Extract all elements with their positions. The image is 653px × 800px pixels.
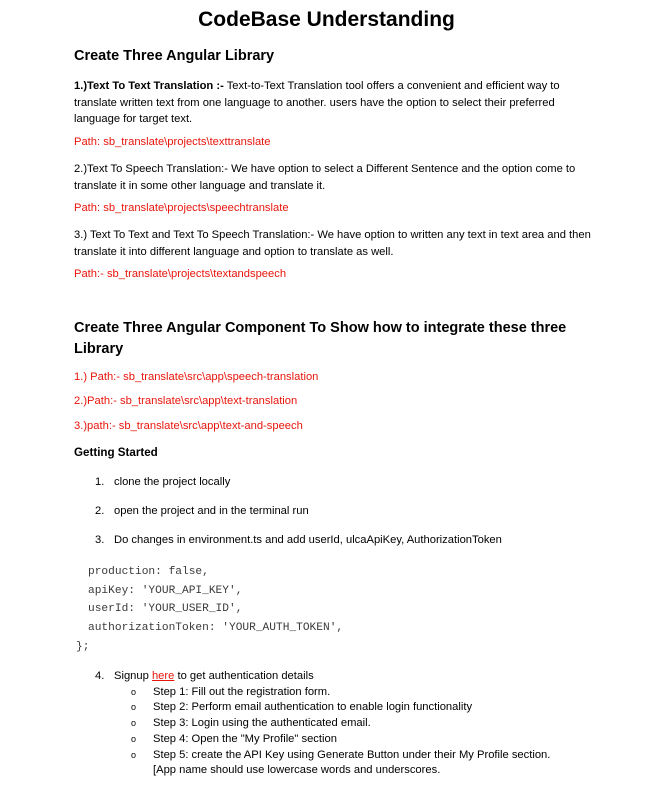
step-1-number: 1.: [95, 476, 105, 488]
code-line: apiKey: 'YOUR_API_KEY',: [88, 584, 243, 597]
library-item-1-label: 1.)Text To Text Translation :-: [74, 80, 224, 92]
section-heading-components: [74, 318, 566, 360]
code-line: userId: 'YOUR_USER_ID',: [88, 603, 243, 616]
bullet-icon: o: [131, 734, 137, 744]
step-2: [95, 505, 309, 517]
step-4: [95, 670, 314, 682]
step-4-prefix: Signup: [114, 670, 152, 682]
library-path-2: Path: sb_translate\projects\speechtranslate: [74, 202, 289, 214]
substep-5: [131, 748, 581, 778]
library-item-2: 2.)Text To Speech Translation:- We have option to select a Different Sentence and the option come to translate it in some other language and translate it.: [74, 163, 576, 192]
substep-2: [131, 700, 581, 715]
section-heading-components-line2: Library: [74, 341, 124, 357]
substep-text: Step 3: Login using the authenticated email.: [153, 717, 371, 729]
bullet-icon: o: [131, 750, 137, 760]
component-path-1: 1.) Path:- sb_translate\src\app\speech-translation: [74, 371, 319, 383]
step-2-text: open the project and in the terminal run: [114, 505, 309, 517]
step-2-number: 2.: [95, 505, 105, 517]
substep-1: [131, 685, 581, 700]
component-path-2: 2.)Path:- sb_translate\src\app\text-translation: [74, 395, 298, 407]
step-3-text: Do changes in environment.ts and add userId, ulcaApiKey, AuthorizationToken: [114, 534, 502, 546]
library-item-1-text: Text-to-Text Translation tool offers a convenient and efficient way to translate written text from one language to another. users have the option to select their preferred language for target text.: [74, 80, 560, 125]
environment-code-block: [76, 563, 343, 657]
step-4-suffix: to get authentication details: [174, 670, 314, 682]
step-4-number: 4.: [95, 670, 105, 682]
getting-started-heading: Getting Started: [74, 446, 158, 459]
code-line: };: [76, 640, 90, 653]
section-heading-components-line1: Create Three Angular Component To Show how to integrate these three: [74, 320, 567, 336]
section-heading-libraries: Create Three Angular Library: [74, 48, 275, 64]
step-3: [95, 534, 502, 546]
bullet-icon: o: [131, 718, 137, 728]
substep-3: [131, 716, 581, 731]
substep-4: [131, 732, 581, 747]
substep-text: Step 5: create the API Key using Generate Button under their My Profile section. [App name should use lowercase words and underscores.: [153, 749, 551, 776]
code-line: production: false,: [88, 566, 209, 578]
library-path-3: Path:- sb_translate\projects\textandspeech: [74, 268, 287, 280]
code-line: authorizationToken: 'YOUR_AUTH_TOKEN',: [88, 622, 344, 635]
page-title: CodeBase Understanding: [198, 8, 455, 31]
library-path-1: Path: sb_translate\projects\texttranslate: [74, 136, 271, 148]
component-path-3: 3.)path:- sb_translate\src\app\text-and-speech: [74, 420, 303, 432]
step-1: [95, 476, 230, 488]
substep-text: Step 2: Perform email authentication to enable login functionality: [153, 701, 473, 713]
library-item-3: 3.) Text To Text and Text To Speech Translation:- We have option to written any text in text area and then translate it into different language and option to translate as well.: [74, 229, 591, 258]
substep-text: Step 4: Open the "My Profile" section: [153, 733, 337, 745]
library-item-1: [74, 78, 594, 128]
step-1-text: clone the project locally: [114, 476, 231, 488]
bullet-icon: o: [131, 702, 137, 712]
substep-text: Step 1: Fill out the registration form.: [153, 686, 331, 698]
step-3-number: 3.: [95, 534, 105, 546]
bullet-icon: o: [131, 687, 137, 697]
signup-link[interactable]: here: [151, 670, 175, 682]
